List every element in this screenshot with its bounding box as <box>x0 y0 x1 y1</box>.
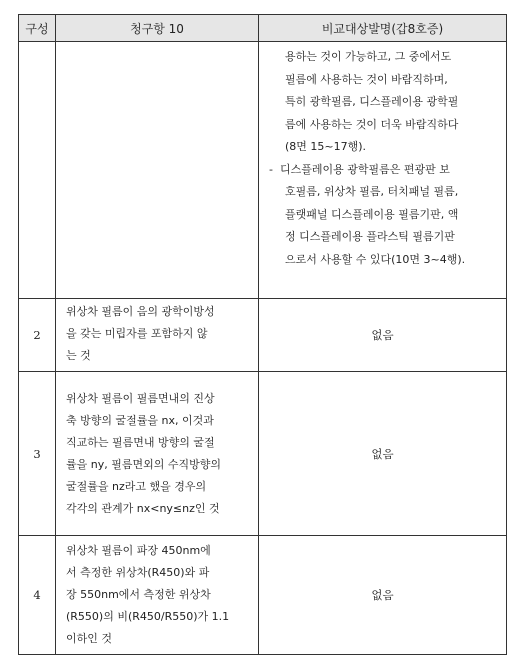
table-row <box>19 299 507 372</box>
claim-cell <box>56 372 259 536</box>
claim-text <box>56 540 258 650</box>
table-header-row <box>19 15 507 42</box>
text-line: 위상차 필름이 파장 450nm에 <box>66 544 211 557</box>
claim-cell <box>56 299 259 372</box>
text-line: 각각의 관계가 nx<ny≤nz인 것 <box>66 501 220 515</box>
claim-cell <box>56 42 259 299</box>
table-row <box>19 372 507 536</box>
reference-cell: 없음 <box>259 536 507 655</box>
reference-cell: 없음 <box>259 299 507 372</box>
text-line: 정 디스플레이용 플라스틱 필름기판 <box>285 230 455 243</box>
table-row <box>19 536 507 655</box>
text-line: 을 갖는 미립자를 포함하지 않 <box>66 327 208 340</box>
text-line <box>263 159 498 182</box>
text-line: 용하는 것이 가능하고, 그 중에서도 <box>285 50 452 63</box>
text-line: 위상차 필름이 필름면내의 진상 <box>66 391 215 405</box>
text-line: 이하인 것 <box>66 632 113 645</box>
claim-text <box>56 388 258 520</box>
text-line-content: 디스플레이용 광학필름은 편광판 보 <box>279 162 450 176</box>
component-number: 4 <box>19 536 56 655</box>
table-row <box>19 42 507 299</box>
header-reference: 비교대상발명(갑8호증) <box>259 15 507 42</box>
text-line: (R550)의 비(R450/R550)가 1.1 <box>66 610 230 623</box>
text-line: 장 550nm에서 측정한 위상차 <box>66 588 211 601</box>
text-line: 플랫패널 디스플레이용 필름기판, 액 <box>285 207 459 221</box>
claim-cell <box>56 536 259 655</box>
component-number <box>19 42 56 299</box>
text-line: 름에 사용하는 것이 더욱 바람직하다 <box>285 117 459 131</box>
text-line: 축 방향의 굴절률을 nx, 이것과 <box>66 413 214 427</box>
reference-text <box>259 42 506 275</box>
text-line: 위상차 필름이 음의 광학이방성 <box>66 305 215 318</box>
bullet-dash: - <box>269 162 273 176</box>
text-line: 굴절률을 nz라고 했을 경우의 <box>66 479 207 493</box>
reference-paragraph <box>263 46 498 159</box>
comparison-table <box>18 14 507 655</box>
header-claim: 청구항 10 <box>56 15 259 42</box>
text-line: 으로서 사용할 수 있다(10면 3~4행). <box>285 252 466 266</box>
text-line: 호필름, 위상차 필름, 터치패널 필름, <box>285 185 459 198</box>
component-number: 2 <box>19 299 56 372</box>
claim-text <box>56 299 258 367</box>
reference-cell: 없음 <box>259 372 507 536</box>
header-component: 구성 <box>19 15 56 42</box>
component-number: 3 <box>19 372 56 536</box>
text-line: 률을 ny, 필름면외의 수직방향의 <box>66 457 221 471</box>
text-line: (8면 15~17행). <box>285 140 367 153</box>
reference-cell <box>259 42 507 299</box>
text-line: 직교하는 필름면내 방향의 굴절 <box>66 435 215 449</box>
text-line: 서 측정한 위상차(R450)와 파 <box>66 566 210 579</box>
text-line: 는 것 <box>66 349 91 362</box>
text-line: 특히 광학필름, 디스플레이용 광학필 <box>285 95 459 108</box>
text-line: 필름에 사용하는 것이 바람직하며, <box>285 72 448 86</box>
reference-bullet-paragraph <box>263 159 498 272</box>
